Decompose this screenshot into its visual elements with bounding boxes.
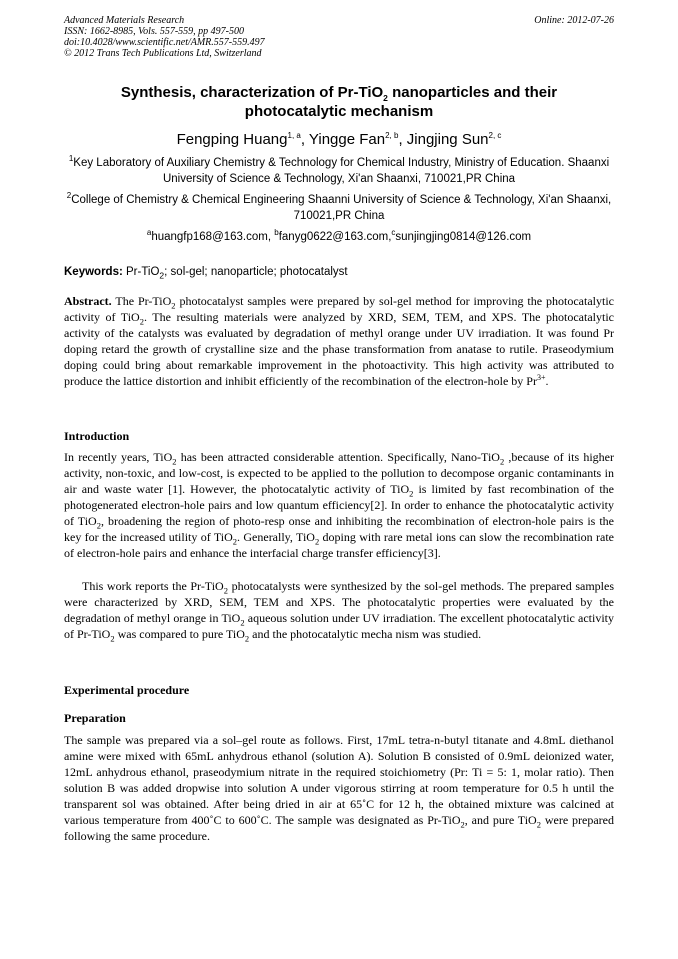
abstract: Abstract. The Pr-TiO$_2$ photocatalyst samples were prepared by sol-gel method for improving the photocatalytic activity of TiO$_2$. The resulting materials were analyzed by XRD, SEM, TEM, and XPS. The photocatalytic activity of the catalysts was evaluated by degradation of methyl orange under UV irradiation. It was found Pr doping retard the growth of crystalline size and the phase transformation from anatase to rutile. Praseodymium doping could bring about remarkable improvement in the photoactivity. This high activity was attributed to produce the lattice distortion and inhibit efficiently of the recombination of the electron-hole by $Pr^{3+}$. xyxy=(64,294,614,388)
journal-issn: ISSN: 1662-8985, Vols. 557-559, pp 497-500 xyxy=(64,26,244,37)
journal-copyright: © 2012 Trans Tech Publications Ltd, Switzerland xyxy=(64,48,262,59)
paper-title: Synthesis, characterization of Pr-TiO$_2$ nanoparticles and their photocatalytic mechanism xyxy=(120,84,558,120)
affiliation-2: $^2$College of Chemistry & Chemical Engineering Shaanni University of Science & Technology, Xi'an Shaanxi, 710021,PR China xyxy=(66,191,612,222)
preparation-paragraph: The sample was prepared via a sol–gel route as follows. First, 17mL tetra-n-butyl titanate and 4.8mL diethanol amine were mixed with 65mL anhydrous ethanol (solution A). Solution B consisted of 0.9mL deionized water, 12mL anhydrous ethanol, praseodymium nitrate in the required stoichiometry (Pr: Ti = 5: 1, molar ratio). Then solution B was added dropwise into solution A under vigorous stirring at room temperature for 0.5 h until the transparent sol was obtained. After being dried in air at 65˚C for 12 h, the obtained mixture was calcined at various temperature from 400˚C to 600˚C. The sample was designated as Pr-TiO$_2$, and pure TiO$_2$ were prepared following the same procedure. xyxy=(64,733,614,843)
introduction-paragraph-1: In recently years, TiO$_2$ has been attracted considerable attention. Specifically, Nano-TiO$_2$ ,because of its higher activity, non-toxic, and low-cost, is expected to be applied to the pollution to decompose organic contaminants in air and waste water [1]. However, the photocatalytic activity of TiO$_2$ is limited by fast recombination of the photogenerated electron-hole pairs and low quantum efficiency[2]. In order to enhance the photocatalytic activity of TiO$_2$, broadening the region of photo-resp onse and inhibiting the recombination of electron-hole pairs is the key for the increased utility of TiO$_2$. Generally, TiO$_2$ doping with rare metal ions can slow the recombination rate of electron-hole pairs and enhance the interfacial charge transfer efficiency[3]. xyxy=(64,450,614,560)
journal-doi: doi:10.4028/www.scientific.net/AMR.557-559.497 xyxy=(64,37,265,48)
keywords: Keywords: Pr-TiO$_2$; sol-gel; nanoparticle; photocatalyst xyxy=(64,266,348,281)
experimental-heading: Experimental procedure xyxy=(64,683,190,697)
author-name: Jingjing Sun xyxy=(406,131,489,148)
introduction-heading: Introduction xyxy=(64,429,130,443)
journal-header xyxy=(64,15,265,59)
author-list: Fengping Huang$^{1, a}$, Yingge Fan$^{2, b}$, Jingjing Sun$^{2, c}$ xyxy=(176,131,502,148)
author-emails: $^a$huangfp168@163.com, $^b$fanyg0622@163.com,$^c$sunjingjing0814@126.com xyxy=(146,228,532,243)
journal-name: Advanced Materials Research xyxy=(64,15,185,26)
abstract-label: Abstract. xyxy=(64,294,112,308)
keywords-label: Keywords: xyxy=(64,266,123,278)
online-date: Online: 2012-07-26 xyxy=(534,15,614,26)
affiliation-1: $^1$Key Laboratory of Auxiliary Chemistry & Technology for Chemical Industry, Ministry of Education. Shaanxi University of Science & Technology, Xi'an Shaanxi, 710021,PR China xyxy=(68,154,610,185)
author-name: Yingge Fan xyxy=(308,131,386,148)
author-name: Fengping Huang xyxy=(176,131,288,148)
preparation-subheading: Preparation xyxy=(64,711,126,725)
introduction-paragraph-2: This work reports the Pr-TiO$_2$ photocatalysts were synthesized by the sol-gel methods. The prepared samples were characterized by XRD, SEM, TEM and XPS. The photocatalytic properties were evaluated by the degradation of methyl orange in TiO$_2$ aqueous solution under UV irradiation. The excellent photocatalytic activity of Pr-TiO$_2$ was compared to pure TiO$_2$ and the photocatalytic mecha nism was studied. xyxy=(64,579,615,644)
